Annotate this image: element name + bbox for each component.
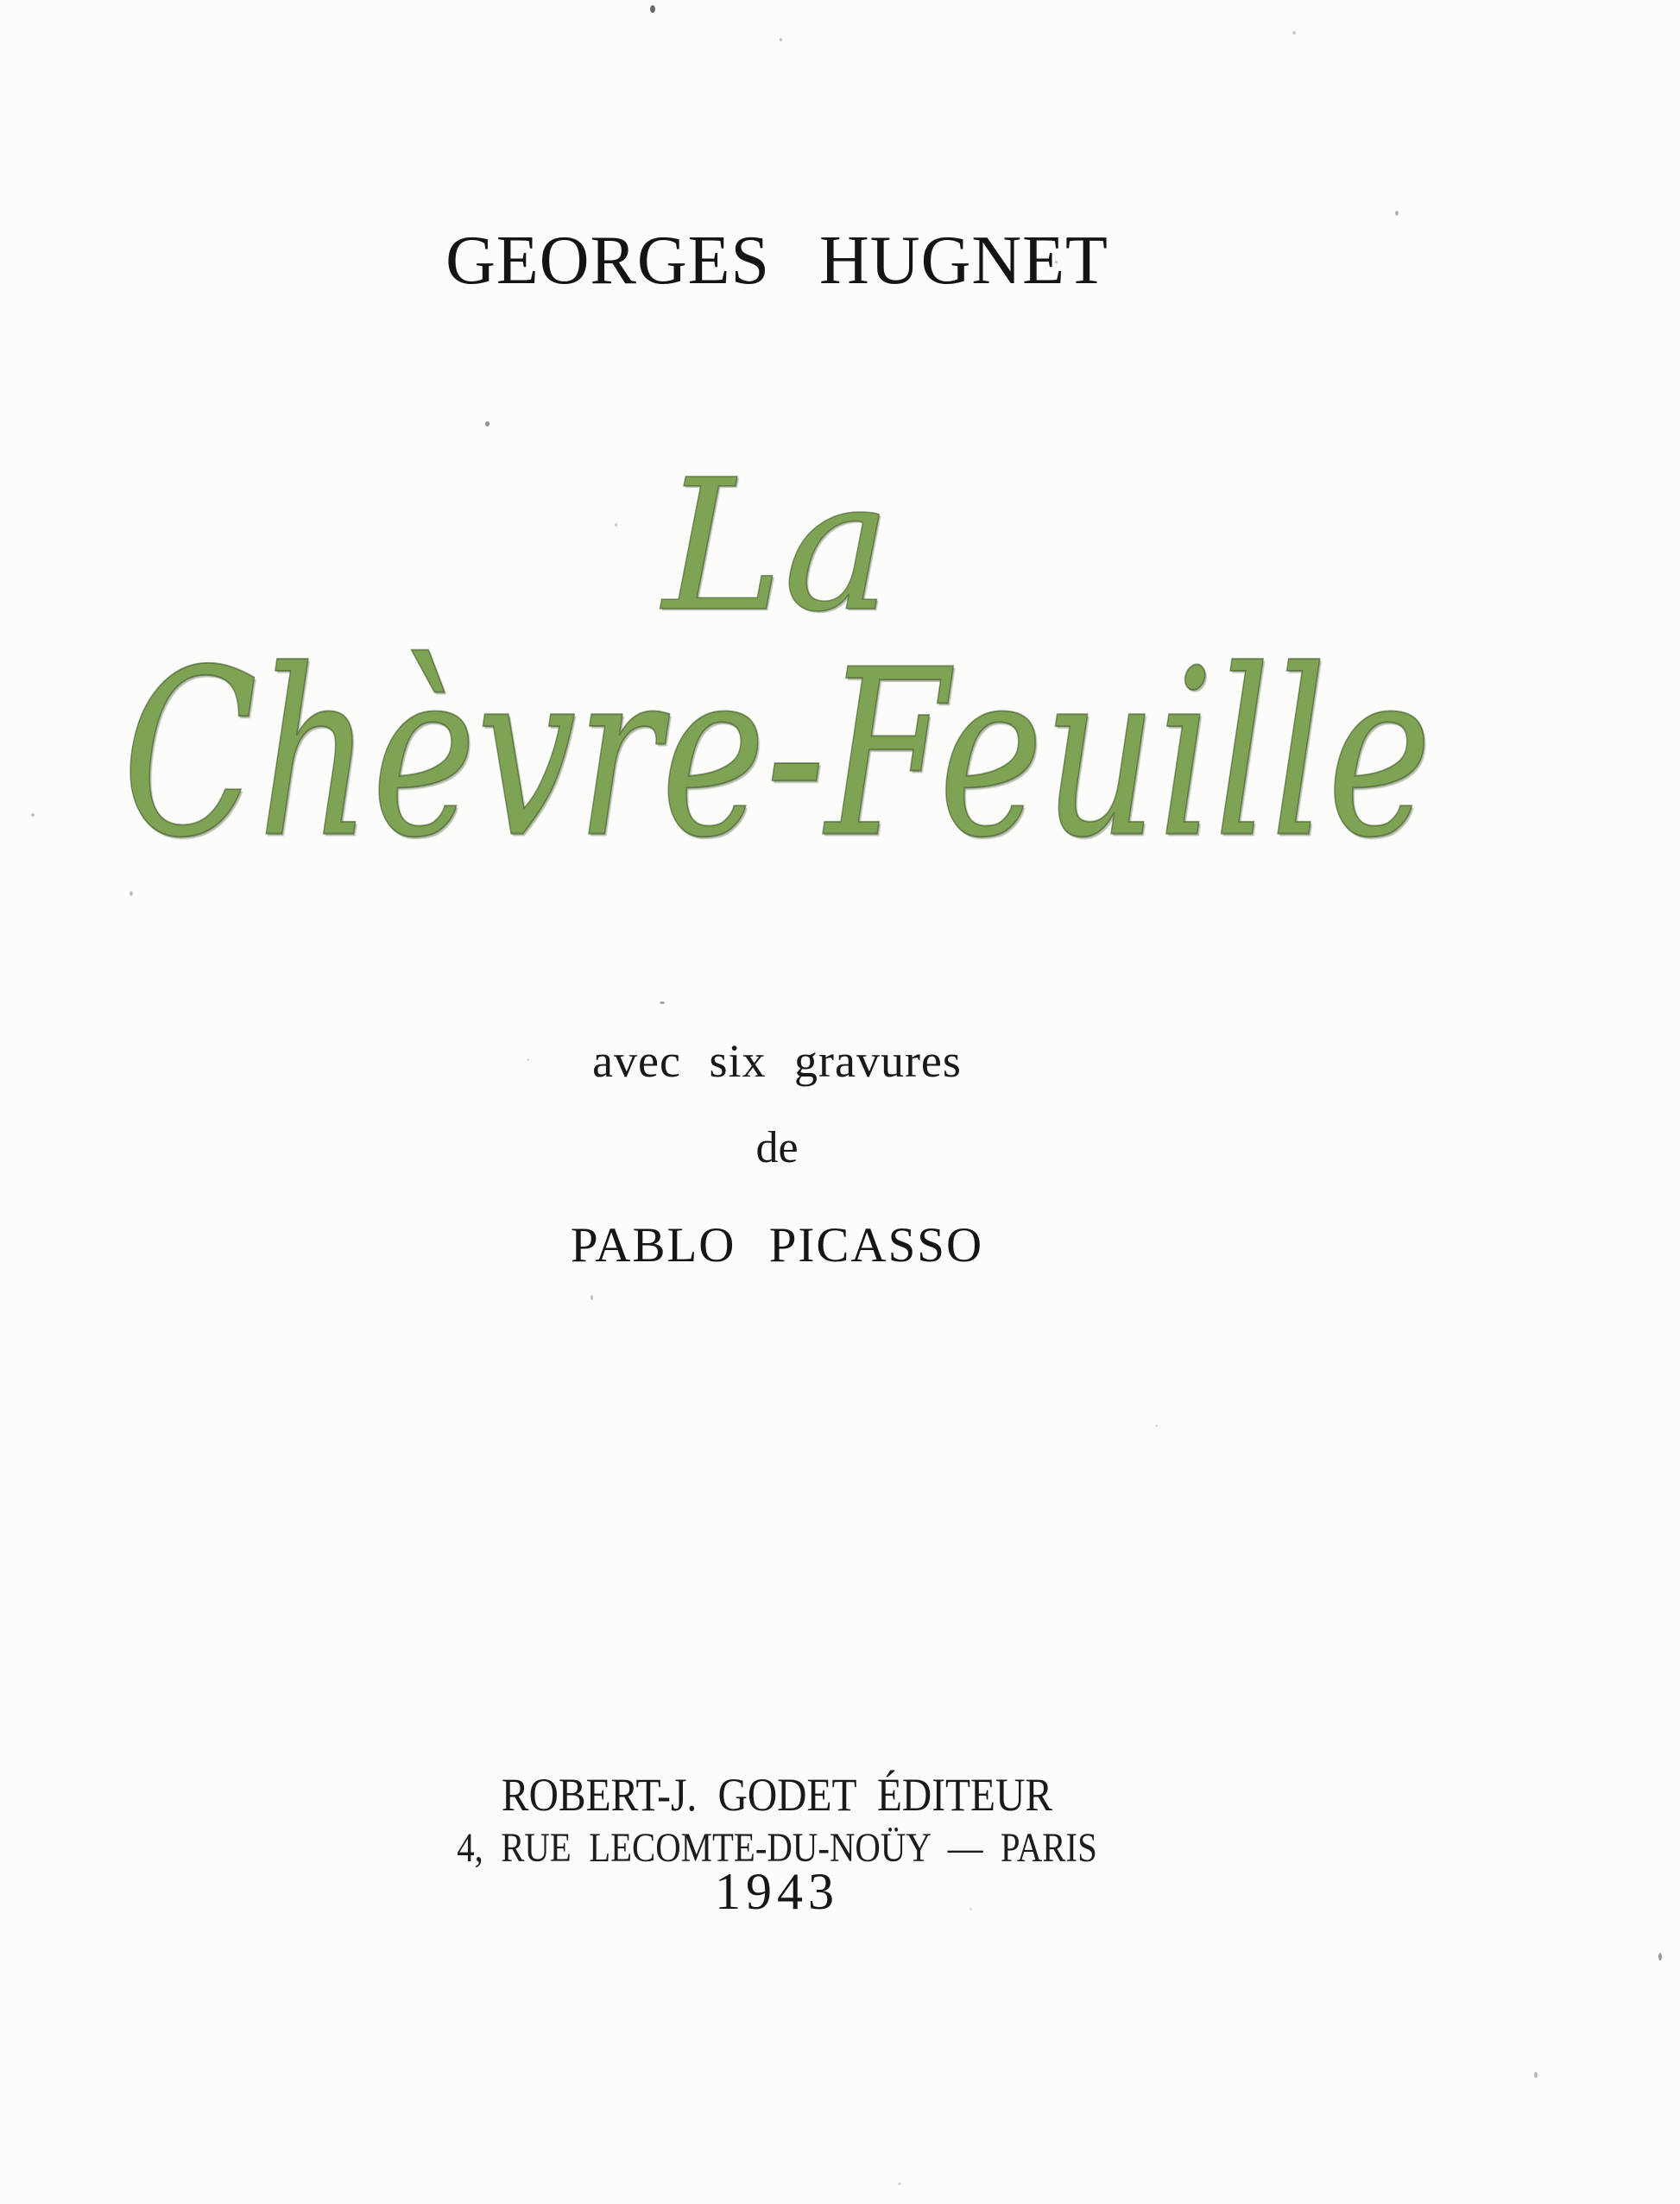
paper-speck <box>591 1295 593 1300</box>
illustrator-name: PABLO PICASSO <box>570 1218 984 1273</box>
publisher-name: ROBERT-J. GODET ÉDITEUR <box>501 1769 1053 1821</box>
paper-speck <box>485 421 489 426</box>
paper-speck <box>129 891 133 896</box>
publication-year: 1943 <box>715 1863 839 1920</box>
author-name: GEORGES HUGNET <box>445 223 1108 299</box>
paper-speck <box>1534 2072 1538 2078</box>
subtitle-gravures: avec six gravures <box>592 1035 962 1087</box>
paper-speck <box>1155 1424 1158 1427</box>
paper-speck <box>1292 31 1296 35</box>
paper-speck <box>898 2182 901 2185</box>
paper-speck <box>1395 211 1399 216</box>
book-title-article: La <box>662 440 892 652</box>
paper-speck <box>780 38 782 41</box>
book-title-main: Chèvre-Feuille <box>122 621 1432 889</box>
paper-speck <box>650 5 655 13</box>
paper-speck <box>660 1001 665 1004</box>
subtitle-de: de <box>755 1123 799 1172</box>
paper-speck <box>1658 1953 1662 1961</box>
publisher-address: 4, RUE LECOMTE-DU-NOÜY — PARIS <box>457 1825 1097 1871</box>
